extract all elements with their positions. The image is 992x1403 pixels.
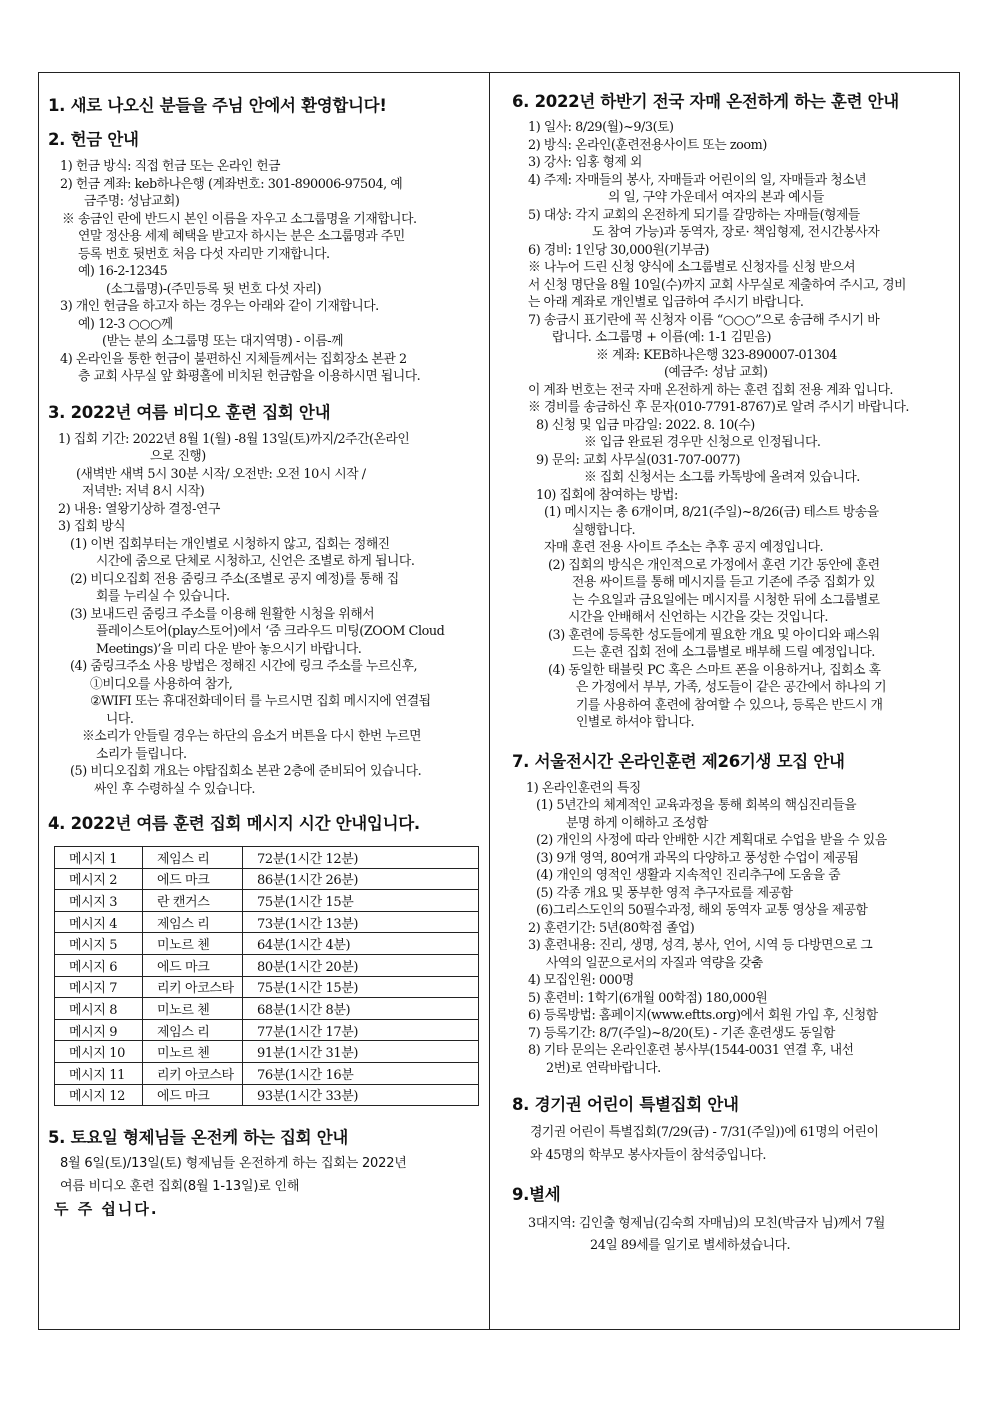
online-training-line: (3) 9개 영역, 80여개 과목의 다양하고 풍성한 수업이 제공됨 — [536, 850, 859, 866]
video-meeting-line: 플레이스토어(play스토어)에서 ‘줌 크라우드 미팅(ZOOM Cloud — [96, 624, 445, 639]
obituary-line: 24일 89세를 일기로 별세하셨습니다. — [590, 1238, 791, 1253]
brothers-meeting-notice: 여름 비디오 훈련 집회(8월 1-13일)로 인해 — [60, 1179, 300, 1195]
sisters-training-line: 8) 신청 및 입금 마감일: 2022. 8. 10(수) — [536, 417, 755, 433]
table-row — [55, 1062, 479, 1084]
sisters-training-line: 기를 사용하여 훈련에 참여할 수 있으나, 등록은 반드시 개 — [576, 697, 883, 713]
section-7-title: 7. 서울전시간 온라인훈련 제26기생 모집 안내 — [512, 751, 845, 771]
offering-line: (소그룹명)-(주민등록 뒷 번호 다섯 자리) — [106, 281, 322, 297]
online-training-line: 2번)로 연락바랍니다. — [546, 1060, 661, 1076]
offering-line: 3) 개인 헌금을 하고자 하는 경우는 아래와 같이 기재합니다. — [60, 299, 379, 314]
duration: 75분(1시간 15분 — [243, 890, 479, 912]
sisters-training-line: ※ 입금 완료된 경우만 신청으로 인정됩니다. — [584, 435, 821, 450]
video-meeting-line: 소리가 들립니다. — [96, 746, 187, 762]
table-row — [55, 976, 479, 998]
video-meeting-line: (2) 비디오집회 전용 줌링크 주소(조별로 공지 예정)를 통해 집 — [70, 571, 399, 587]
sisters-training-line: ※ 경비를 송금하신 후 문자(010-7791-8767)로 알려 주시기 바랍니다. — [528, 400, 909, 415]
section-8-title: 8. 경기권 어린이 특별집회 안내 — [512, 1095, 739, 1114]
duration: 75분(1시간 15분) — [243, 976, 479, 998]
online-training-line: 3) 훈련내용: 진리, 생명, 성격, 봉사, 언어, 시역 등 다방면으로 그 — [528, 938, 873, 953]
section-7-body — [512, 780, 958, 1078]
speaker-name: 미노르 첸 — [143, 998, 243, 1020]
online-training-line: 분명 하게 이해하고 조성함 — [566, 815, 708, 831]
message-schedule-table — [54, 846, 479, 1106]
offering-line: 1) 헌금 방식: 직접 헌금 또는 온라인 헌금 — [60, 159, 281, 174]
video-meeting-line: Meetings)’을 미리 다운 받아 놓으시기 바랍니다. — [96, 641, 362, 657]
video-meeting-line: (새벽반 새벽 5시 30분 시작/ 오전반: 오전 10시 시작 / — [76, 466, 366, 482]
table-row — [55, 911, 479, 933]
message-number: 메시지 8 — [55, 998, 143, 1020]
video-meeting-line: 으로 진행) — [150, 449, 206, 464]
duration: 64분(1시간 4분) — [243, 933, 479, 955]
online-training-line: 사역의 일꾼으로서의 자질과 역량을 갖춤 — [546, 955, 763, 971]
duration: 91분(1시간 31분) — [243, 1041, 479, 1063]
video-meeting-line: 니다. — [106, 711, 134, 727]
sisters-training-line: (1) 메시지는 총 6개이며, 8/21(주일)~8/26(금) 테스트 방송을 — [544, 505, 879, 520]
online-training-line: 2) 훈련기간: 5년(80학점 졸업) — [528, 920, 695, 936]
sisters-training-line: ※ 계좌: KEB하나은행 323-890007-01304 — [596, 347, 837, 363]
duration: 76분(1시간 16분 — [243, 1062, 479, 1084]
offering-line: 연말 정산용 세제 혜택을 받고자 하시는 분은 소그룹명과 주민 — [78, 229, 405, 244]
offering-line: 2) 헌금 계좌: keb하나은행 (계좌번호: 301-890006-97504, 예 — [60, 176, 403, 192]
brothers-meeting-notice: 두 주 쉽니다. — [54, 1200, 159, 1219]
video-meeting-line: ※소리가 안들릴 경우는 하단의 음소거 버튼을 다시 한번 누르면 — [82, 729, 422, 744]
video-meeting-line: 3) 집회 방식 — [58, 519, 126, 534]
table-row — [55, 890, 479, 912]
video-meeting-line: (3) 보내드린 줌링크 주소를 이용해 원활한 시청을 위해서 — [70, 606, 375, 622]
table-row — [55, 868, 479, 890]
video-meeting-line: 회를 누리실 수 있습니다. — [96, 589, 230, 604]
sisters-training-line: 자매 훈련 전용 사이트 주소는 추후 공지 예정입니다. — [544, 540, 824, 555]
speaker-name: 미노르 첸 — [143, 1041, 243, 1063]
speaker-name: 제임스 리 — [143, 1019, 243, 1041]
table-row — [55, 1019, 479, 1041]
offering-line: 예) 16-2-12345 — [78, 264, 168, 279]
section-1-title: 1. 새로 나오신 분들을 주님 안에서 환영합니다! — [48, 96, 387, 115]
video-meeting-line: 2) 내용: 열왕기상하 결정-연구 — [58, 501, 220, 517]
table-row — [55, 1084, 479, 1106]
left-column — [48, 82, 490, 1221]
section-2-body — [48, 158, 490, 386]
video-meeting-line: ①비디오를 사용하여 참가, — [90, 676, 233, 692]
speaker-name: 에드 마크 — [143, 868, 243, 890]
sisters-training-line: 랍니다. 소그룹명 + 이름(예: 1-1 김믿음) — [552, 330, 772, 345]
message-number: 메시지 9 — [55, 1019, 143, 1041]
video-meeting-line: 저녁반: 저녁 8시 시작) — [82, 484, 205, 499]
table-row — [55, 954, 479, 976]
speaker-name: 에드 마크 — [143, 1084, 243, 1106]
section-6-body — [512, 119, 958, 732]
speaker-name: 제임스 리 — [143, 847, 243, 869]
message-number: 메시지 10 — [55, 1041, 143, 1063]
offering-line: 4) 온라인을 통한 헌금이 불편하신 지체들께서는 집회장소 본관 2 — [60, 351, 407, 367]
offering-line: 금주명: 성남교회) — [84, 194, 180, 209]
online-training-line: (2) 개인의 사정에 따라 안배한 시간 계획대로 수업을 받을 수 있음 — [536, 833, 887, 848]
table-row — [55, 933, 479, 955]
video-meeting-line: (1) 이번 집회부터는 개인별로 시청하지 않고, 집회는 정해진 — [70, 536, 390, 552]
sisters-training-line: 5) 대상: 각지 교회의 온전하게 되기를 갈망하는 자매들(형제들 — [528, 207, 860, 223]
message-number: 메시지 1 — [55, 847, 143, 869]
speaker-name: 제임스 리 — [143, 911, 243, 933]
section-3-body — [48, 431, 490, 799]
sisters-training-line: 7) 송금시 표기란에 꼭 신청자 이름 “○○○”으로 송금해 주시기 바 — [528, 312, 880, 328]
video-meeting-line: 싸인 후 수령하실 수 있습니다. — [94, 781, 256, 797]
section-9-title: 9.별세 — [512, 1185, 561, 1204]
speaker-name: 미노르 첸 — [143, 933, 243, 955]
sisters-training-line: (예금주: 성남 교회) — [664, 365, 768, 380]
online-training-line: (6)그리스도인의 50필수과정, 해외 동역자 교통 영상을 제공함 — [536, 903, 868, 918]
sisters-training-line: 3) 강사: 임홍 형제 외 — [528, 155, 642, 170]
message-number: 메시지 5 — [55, 933, 143, 955]
duration: 93분(1시간 33분) — [243, 1084, 479, 1106]
message-number: 메시지 2 — [55, 868, 143, 890]
speaker-name: 에드 마크 — [143, 954, 243, 976]
duration: 77분(1시간 17분) — [243, 1019, 479, 1041]
sisters-training-line: ※ 나누어 드린 신청 양식에 소그룹별로 신청자를 신청 받으셔 — [528, 260, 856, 275]
message-number: 메시지 12 — [55, 1084, 143, 1106]
sisters-training-line: 는 아래 계좌로 개인별로 입금하여 주시기 바랍니다. — [528, 295, 804, 310]
sisters-training-line: 4) 주제: 자매들의 봉사, 자매들과 어린이의 일, 자매들과 청소년 — [528, 172, 867, 188]
table-row — [55, 998, 479, 1020]
online-training-line: 5) 훈련비: 1학기(6개월 00학점) 180,000원 — [528, 990, 768, 1006]
online-training-line: 4) 모집인원: 000명 — [528, 973, 634, 988]
sisters-training-line: 전용 싸이트를 통해 메시지를 듣고 기존에 주중 집회가 있 — [572, 575, 875, 590]
sisters-training-line: 은 가정에서 부부, 가족, 성도들이 같은 공간에서 하나의 기 — [576, 680, 887, 695]
online-training-line: (4) 개인의 영적인 생활과 지속적인 진리추구에 도움을 줌 — [536, 868, 841, 883]
sisters-training-line: 서 신청 명단을 8월 10일(수)까지 교회 사무실로 제출하여 주시고, 경비 — [528, 277, 907, 293]
duration: 80분(1시간 20분) — [243, 954, 479, 976]
speaker-name: 란 캔거스 — [143, 890, 243, 912]
sisters-training-line: 의 일, 구약 가운데서 여자의 본과 예시들 — [608, 190, 824, 205]
sisters-training-line: 드는 훈련 집회 전에 소그룹별로 배부해 드릴 예정입니다. — [572, 645, 875, 660]
sisters-training-line: 6) 경비: 1인당 30,000원(기부금) — [528, 242, 710, 258]
section-6-title: 6. 2022년 하반기 전국 자매 온전하게 하는 훈련 안내 — [512, 92, 899, 111]
duration: 72분(1시간 12분) — [243, 847, 479, 869]
sisters-training-line: 도 참여 가능)과 동역자, 장로· 책임형제, 전시간봉사자 — [592, 225, 880, 240]
online-training-line: 1) 온라인훈련의 특징 — [526, 780, 641, 796]
message-number: 메시지 7 — [55, 976, 143, 998]
sisters-training-line: 9) 문의: 교회 사무실(031-707-0077) — [536, 452, 741, 468]
duration: 86분(1시간 26분) — [243, 868, 479, 890]
message-number: 메시지 3 — [55, 890, 143, 912]
children-meeting-line: 와 45명의 학부모 봉사자들이 참석중입니다. — [530, 1148, 766, 1163]
video-meeting-line: 시간에 줌으로 단체로 시청하고, 신언은 조별로 하게 됩니다. — [96, 554, 415, 569]
video-meeting-line: 1) 집회 기간: 2022년 8월 1(월) -8월 13일(토)까지/2주간(온라인 — [58, 431, 410, 447]
sisters-training-line: ※ 집회 신청서는 소그룹 카톡방에 올려져 있습니다. — [584, 470, 860, 485]
table-row — [55, 1041, 479, 1063]
sisters-training-line: 실행합니다. — [572, 522, 636, 538]
table-row — [55, 847, 479, 869]
speaker-name: 리키 아코스타 — [143, 1062, 243, 1084]
offering-line: 층 교회 사무실 앞 화평홀에 비치된 헌금함을 이용하시면 됩니다. — [78, 369, 421, 384]
offering-line: 예) 12-3 ○○○께 — [78, 316, 173, 332]
online-training-line: 8) 기타 문의는 온라인훈련 봉사부(1544-0031 연결 후, 내선 — [528, 1043, 854, 1058]
sisters-training-line: 인별로 하셔야 합니다. — [576, 715, 695, 730]
video-meeting-line: (4) 줌링크주소 사용 방법은 정해진 시간에 링크 주소를 누르신후, — [70, 659, 418, 674]
sisters-training-line: 10) 집회에 참여하는 방법: — [536, 487, 678, 503]
online-training-line: 6) 등록방법: 홈페이지(www.eftts.org)에서 회원 가입 후, 신청함 — [528, 1008, 878, 1023]
duration: 68분(1시간 8분) — [243, 998, 479, 1020]
offering-line: ※ 송금인 란에 반드시 본인 이름을 자우고 소그룹명을 기재합니다. — [62, 211, 417, 227]
section-5-title: 5. 토요일 형제님들 온전케 하는 집회 안내 — [48, 1128, 349, 1148]
section-2-title: 2. 헌금 안내 — [48, 130, 139, 149]
speaker-name: 리키 아코스타 — [143, 976, 243, 998]
sisters-training-line: (3) 훈련에 등록한 성도들에게 필요한 개요 및 아이디와 패스워 — [548, 627, 880, 643]
section-3-title: 3. 2022년 여름 비디오 훈련 집회 안내 — [48, 402, 331, 422]
right-column — [512, 82, 958, 1257]
offering-line: 등록 번호 뒷번호 처음 다섯 자리만 기재합니다. — [78, 246, 330, 262]
message-number: 메시지 11 — [55, 1062, 143, 1084]
sisters-training-line: 2) 방식: 온라인(훈련전용사이트 또는 zoom) — [528, 137, 767, 153]
video-meeting-line: (5) 비디오집회 개요는 야탑집회소 본관 2층에 준비되어 있습니다. — [70, 764, 422, 779]
sisters-training-line: (2) 집회의 방식은 개인적으로 가정에서 훈련 기간 동안에 훈련 — [548, 557, 880, 573]
duration: 73분(1시간 13분) — [243, 911, 479, 933]
obituary-line: 3대지역: 김인출 형제님(김숙희 자매님)의 모친(박금자 님)께서 7월 — [528, 1216, 885, 1231]
online-training-line: (5) 각종 개요 및 풍부한 영적 추구자료를 제공함 — [536, 885, 793, 901]
online-training-line: 7) 등록기간: 8/7(주일)~8/20(토) - 기존 훈련생도 동일함 — [528, 1025, 835, 1041]
sisters-training-line: 시간을 안배해서 신언하는 시간을 갖는 것입니다. — [568, 610, 828, 625]
children-meeting-line: 경기권 어린이 특별집회(7/29(금) - 7/31(주일))에 61명의 어린이 — [530, 1125, 879, 1140]
sisters-training-line: 는 수요일과 금요일에는 메시지를 시청한 뒤에 소그룹별로 — [572, 592, 880, 608]
message-number: 메시지 6 — [55, 954, 143, 976]
sisters-training-line: 이 계좌 번호는 전국 자매 온전하게 하는 훈련 집회 전용 계좌 입니다. — [528, 382, 894, 398]
sisters-training-line: 1) 일사: 8/29(월)~9/3(토) — [528, 120, 674, 135]
sisters-training-line: (4) 동일한 태블릿 PC 혹은 스마트 폰을 이용하거나, 집회소 혹 — [548, 662, 881, 678]
brothers-meeting-notice: 8월 6일(토)/13일(토) 형제님들 온전하게 하는 집회는 2022년 — [60, 1156, 407, 1172]
offering-line: (받는 분의 소그룹명 또는 대지역명) - 이름-께 — [102, 334, 344, 349]
message-number: 메시지 4 — [55, 911, 143, 933]
video-meeting-line: ②WIFI 또는 휴대전화데이터 를 누르시면 집회 메시지에 연결됩 — [90, 694, 431, 709]
online-training-line: (1) 5년간의 체계적인 교육과정을 통해 회복의 핵심진리들을 — [536, 798, 857, 813]
section-4-title: 4. 2022년 여름 훈련 집회 메시지 시간 안내입니다. — [48, 814, 420, 833]
